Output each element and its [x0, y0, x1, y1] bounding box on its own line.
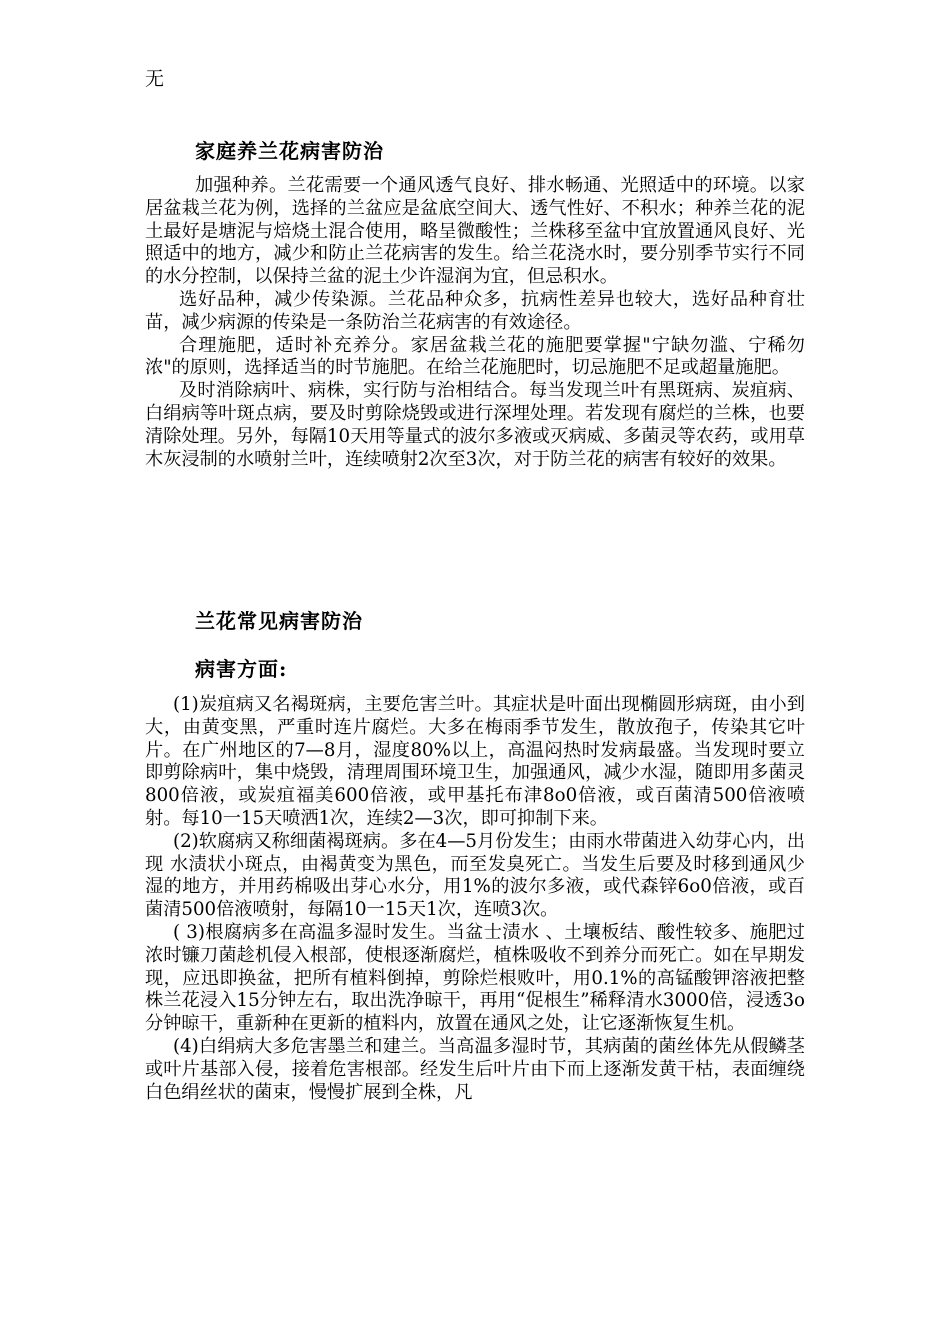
top-mark: 无 [145, 68, 165, 90]
section-title-home-orchid-disease: 家庭养兰花病害防治 [195, 139, 384, 163]
section-body-home-orchid-disease [145, 175, 805, 471]
paragraph: (4)白绢病大多危害墨兰和建兰。当高温多湿时节，其病菌的菌丝体先从假鳞茎或叶片基部入侵，接着危害根部。经发生后叶片由下而上逐渐发黄干枯，表面缠绕白色绢丝状的菌束，慢慢扩展到全株，凡 [145, 1035, 805, 1103]
paragraph: ( 3)根腐病多在高温多湿时发生。当盆士渍水 、土壤板结、酸性较多、施肥过浓时镰刀菌趁机侵入根部，使根逐渐腐烂，植株吸收不到养分而死亡。如在早期发现，应迅即换盆，把所有植料倒掉，剪除烂根败叶，用0.1%的高锰酸钾溶液把整株兰花浸入15分钟左右，取出洗净晾干，再用“促根生”稀释清水3000倍，浸透3o分钟晾干，重新种在更新的植料内，放置在通风之处，让它逐渐恢复生机。 [145, 921, 805, 1035]
paragraph: 合理施肥，适时补充养分。家居盆栽兰花的施肥要掌握"宁缺勿滥、宁稀勿浓"的原则，选择适当的时节施肥。在给兰花施肥时，切忌施肥不足或超量施肥。 [145, 334, 805, 379]
paragraph: 及时消除病叶、病株，实行防与治相结合。每当发现兰叶有黑斑病、炭疽病、白绢病等叶斑点病，要及时剪除烧毁或进行深埋处理。若发现有腐烂的兰株，也要清除处理。另外，每隔10天用等量式的波尔多液或灭病威、多菌灵等农药，或用草木灰浸制的水喷射兰叶，连续喷射2次至3次，对于防兰花的病害有较好的效果。 [145, 380, 805, 470]
paragraph: (1)炭疽病又名褐斑病，主要危害兰叶。其症状是叶面出现椭圆形病斑，由小到大，由黄变黑，严重时连片腐烂。大多在梅雨季节发生，散放孢子，传染其它叶片。在广州地区的7—8月，湿度80%以上，高温闷热时发病最盛。当发现时要立即剪除病叶，集中烧毁，清理周围环境卫生，加强通风，减少水湿，随即用多菌灵800倍液，或炭疽福美600倍液，或甲基托布津8o0倍液，或百菌清500倍液喷射。每10一15天喷洒1次，连续2—3次，即可抑制下来。 [145, 694, 805, 829]
subsection-title-disease-aspect: 病害方面: [195, 657, 288, 681]
paragraph: (2)软腐病又称细菌褐斑病。多在4—5月份发生；由雨水带菌进入幼芽心内，出现 水渍状小斑点，由褐黄变为黑色，而至发臭死亡。当发生后要及时移到通风少湿的地方，并用药棉吸出芽心水分，用1%的波尔多液，或代森锌6o0倍液，或百菌清500倍液喷射，每隔10一15天1次，连喷3次。 [145, 830, 805, 921]
paragraph: 选好品种，减少传染源。兰花品种众多，抗病性差异也较大，选好品种育壮苗，减少病源的传染是一条防治兰花病害的有效途径。 [145, 288, 805, 333]
paragraph: 加强种养。兰花需要一个通风透气良好、排水畅通、光照适中的环境。以家居盆栽兰花为例，选择的兰盆应是盆底空间大、透气性好、不积水；种养兰花的泥土最好是塘泥与焙烧土混合使用，略呈微酸性；兰株移至盆中宜放置通风良好、光照适中的地方，减少和防止兰花病害的发生。给兰花浇水时，要分别季节实行不同的水分控制，以保持兰盆的泥土少许湿润为宜，但忌积水。 [145, 175, 805, 288]
section-body-common-orchid-disease [145, 694, 805, 1104]
section-title-common-orchid-disease: 兰花常见病害防治 [195, 609, 363, 633]
